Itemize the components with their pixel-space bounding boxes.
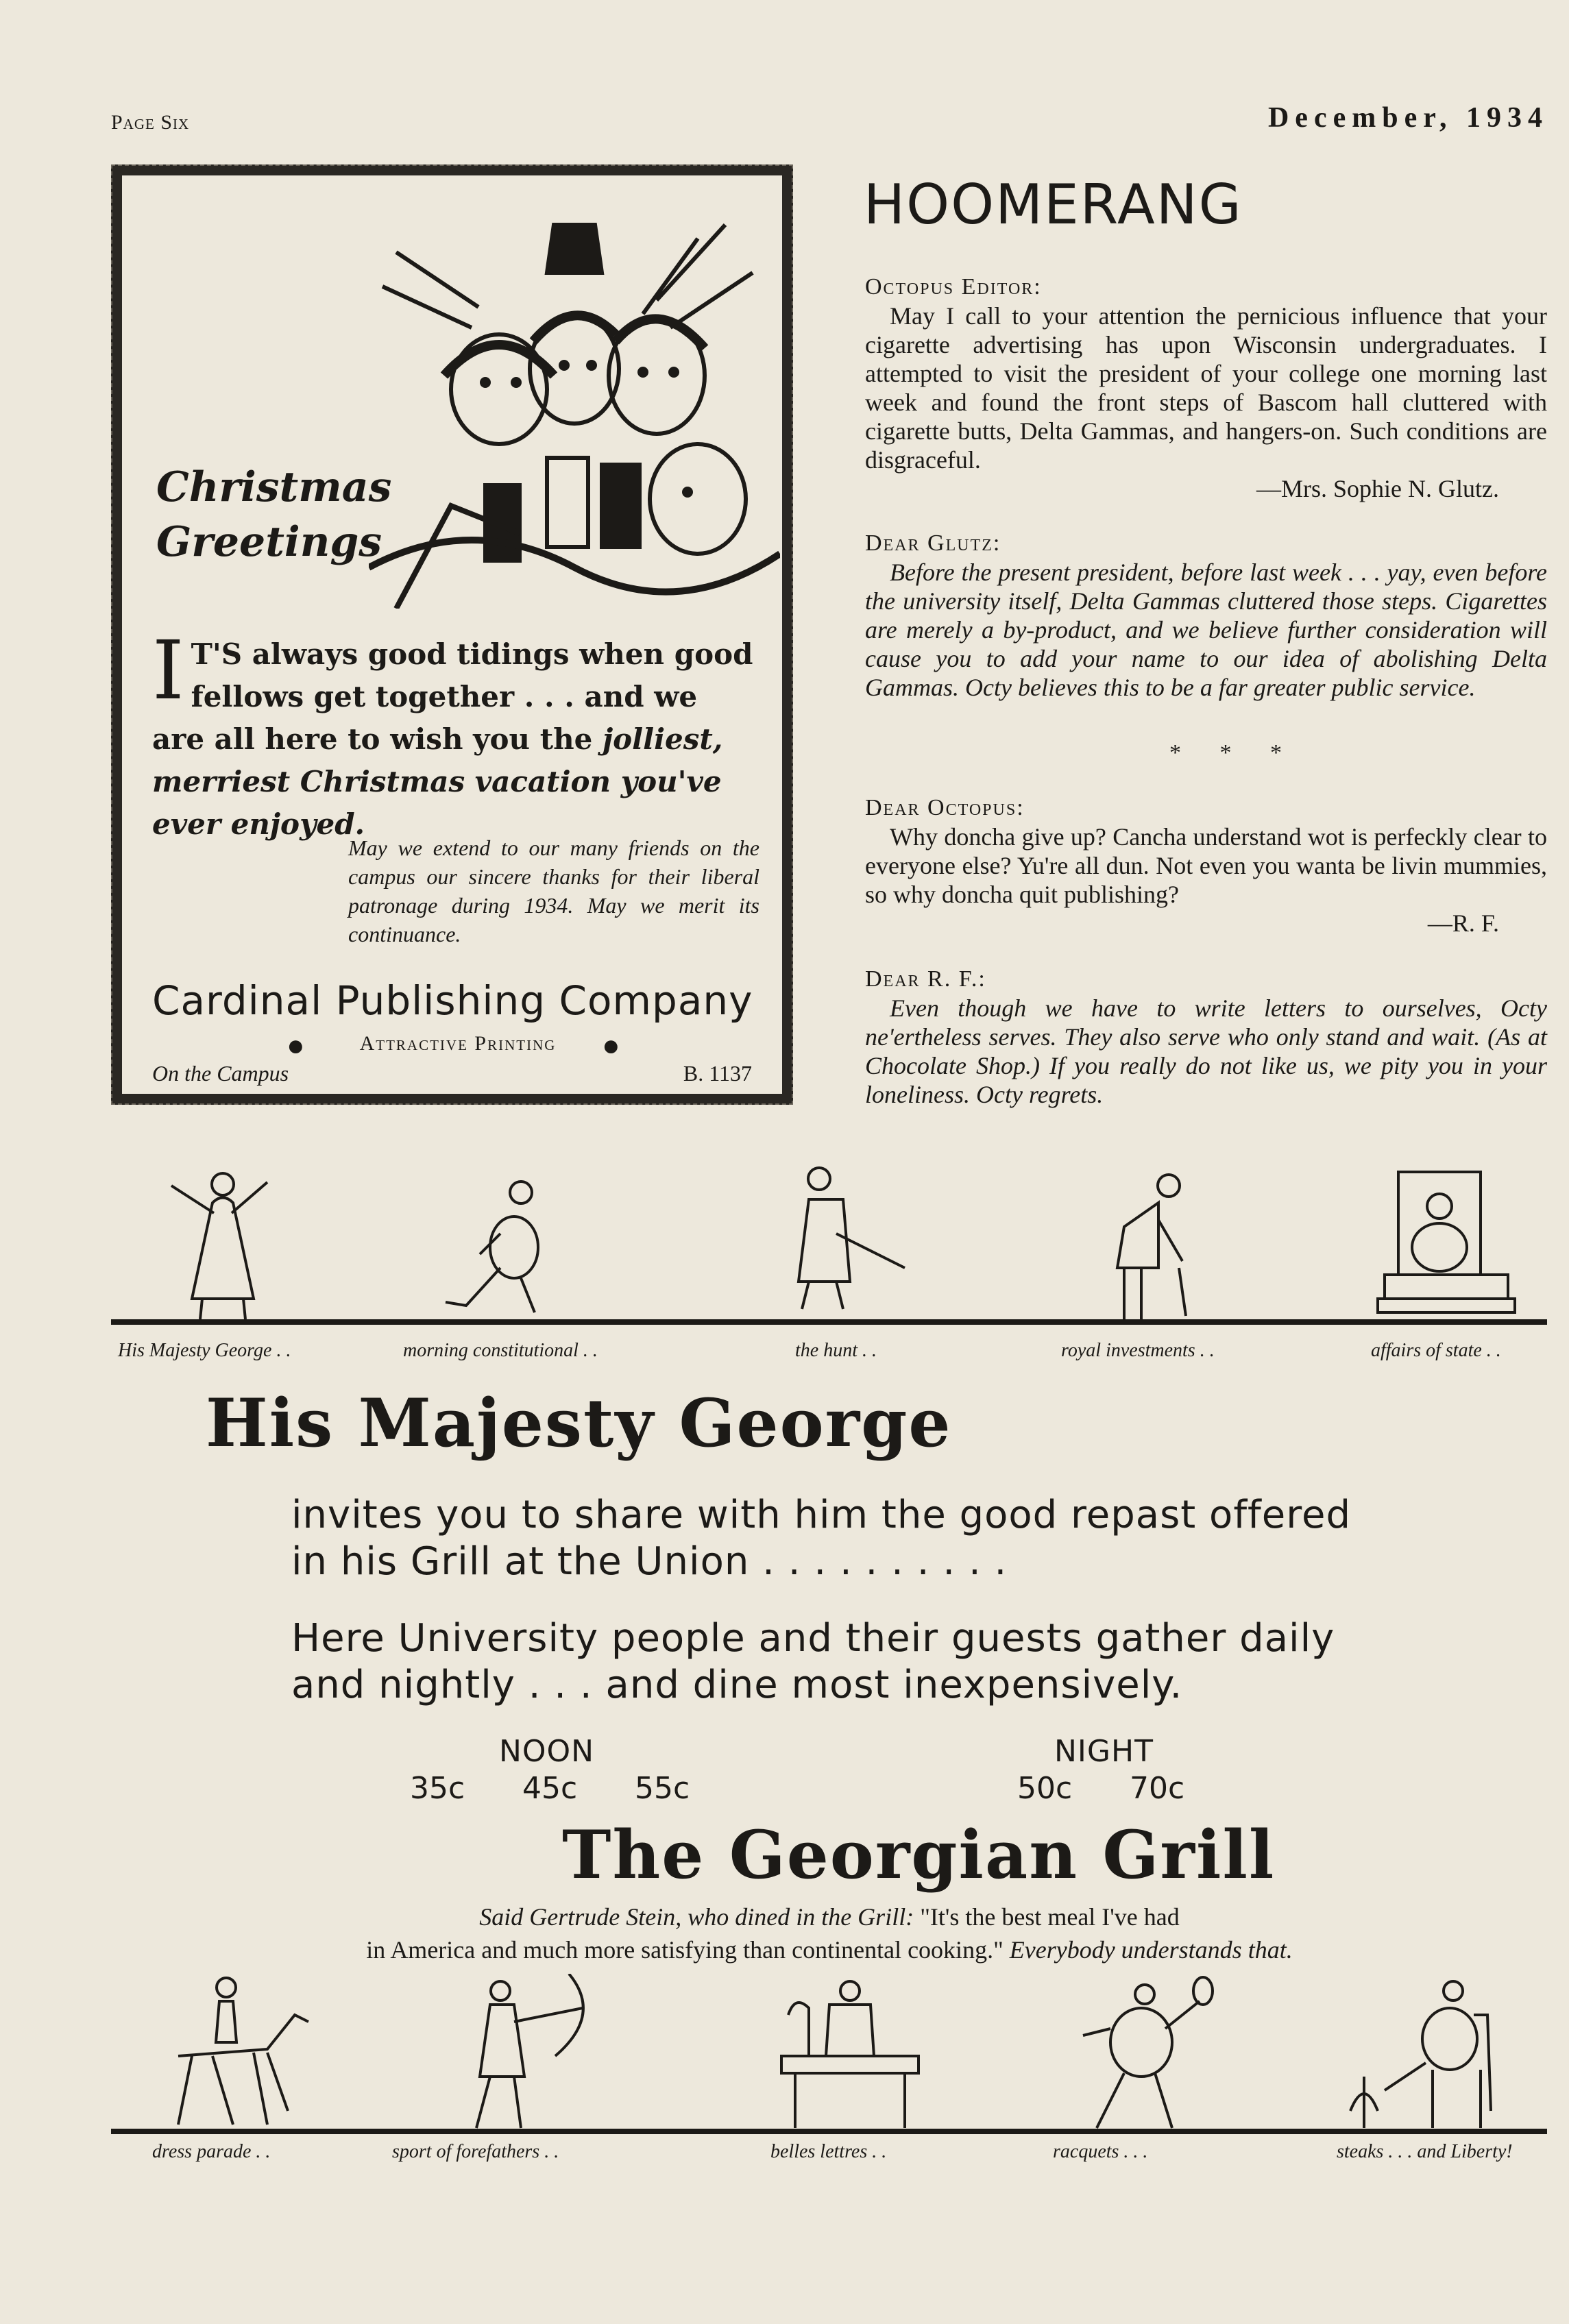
company-phone: B. 1137 bbox=[683, 1061, 752, 1086]
bullet-icon: ● bbox=[287, 1029, 305, 1062]
stein-quote: in America and much more satisfying than continental cooking." Everybody understands that. bbox=[366, 1936, 1293, 1964]
company-name: Cardinal Publishing Company bbox=[152, 977, 753, 1024]
george-writing-desk-icon bbox=[768, 1974, 932, 2131]
issue-date: December, 1934 bbox=[1267, 102, 1548, 134]
night-price: 70c bbox=[1130, 1771, 1185, 1806]
letter-body: Before the present president, before last week . . . yay, even before the university itself, Delta Gammas cluttered those steps. Cigarettes are merely a by-product, and we believe further consideration will cause you to add your name to our idea of abolishing Delta Gammas. Octy believes this to be a far greater public service. bbox=[865, 559, 1547, 701]
letter-body: May I call to your attention the pernicious influence that your cigarette advertising has upon Wisconsin undergraduates. I attempted to visit the president of your college one morning last week and found the front steps of Bascom hall cluttered with cigarette butts, Delta Gammas, and hangers-on. Such conditions are disgraceful. bbox=[865, 302, 1547, 474]
letter-salutation: Octopus Editor: bbox=[865, 274, 1042, 299]
strip-caption: dress parade . . bbox=[152, 2141, 271, 2162]
letter bbox=[865, 273, 1547, 503]
noon-price: 35c bbox=[410, 1771, 465, 1806]
george-text-line: invites you to share with him the good repast offered bbox=[291, 1493, 1351, 1537]
stein-quote: Said Gertrude Stein, who dined in the Grill: "It's the best meal I've had bbox=[479, 1903, 1180, 1931]
george-fireside-icon bbox=[1343, 1974, 1508, 2131]
christmas-greetings: Christmas Greetings bbox=[156, 463, 392, 566]
letter-body: Even though we have to write letters to ourselves, Octy ne'ertheless serves. They also serve who only stand and wait. (As at Chocolate Shop.) If you really do not like us, we pity you in your loneliness. Octy regrets. bbox=[865, 994, 1547, 1108]
george-title: His Majesty George bbox=[206, 1384, 952, 1462]
drinking-fellows-illustration bbox=[369, 211, 780, 609]
george-text-line: and nightly . . . and dine most inexpensively. bbox=[291, 1663, 1183, 1707]
letter-signature: —R. F. bbox=[1427, 909, 1499, 937]
ad-thanks-text: May we extend to our many friends on the campus our sincere thanks for their liberal patronage during 1934. May we merit its continuance. bbox=[348, 835, 759, 946]
company-tagline: Attractive Printing bbox=[359, 1032, 557, 1055]
strip-caption: belles lettres . . bbox=[770, 2141, 887, 2162]
noon-label: NOON bbox=[499, 1734, 595, 1769]
letter-signature: —Mrs. Sophie N. Glutz. bbox=[1256, 475, 1499, 502]
letter-salutation: Dear R. F.: bbox=[865, 966, 986, 992]
letter bbox=[865, 965, 1547, 1109]
column-title: HOOMERANG bbox=[864, 173, 1243, 236]
george-arms-up-icon bbox=[151, 1165, 315, 1323]
george-text-line: in his Grill at the Union . . . . . . . . . . bbox=[291, 1539, 1008, 1584]
strip-caption: the hunt . . bbox=[795, 1340, 877, 1361]
strip-caption: royal investments . . bbox=[1061, 1340, 1215, 1361]
strip-caption: racquets . . . bbox=[1053, 2141, 1148, 2162]
george-investments-icon bbox=[1083, 1165, 1248, 1323]
george-throne-icon bbox=[1371, 1158, 1535, 1316]
night-price: 50c bbox=[1017, 1771, 1073, 1806]
noon-price: 55c bbox=[635, 1771, 690, 1806]
night-label: NIGHT bbox=[1054, 1734, 1154, 1769]
george-hunting-icon bbox=[768, 1158, 932, 1316]
strip-caption: morning constitutional . . bbox=[403, 1340, 598, 1361]
letter bbox=[865, 529, 1547, 702]
strip-caption: affairs of state . . bbox=[1371, 1340, 1501, 1361]
strip-caption: sport of forefathers . . bbox=[392, 2141, 559, 2162]
george-text-line: Here University people and their guests gather daily bbox=[291, 1616, 1335, 1661]
grill-title: The Georgian Grill bbox=[562, 1816, 1276, 1894]
cardinal-ad bbox=[111, 164, 793, 1105]
ad-body-text: I T'S always good tidings when good fellows get together . . . and we are all here to wish you the jolliest, merriest Christmas vacation you've ever enjoyed. bbox=[152, 623, 753, 841]
drop-cap: I bbox=[152, 623, 184, 718]
george-archery-icon bbox=[439, 1974, 603, 2131]
letter-body: Why doncha give up? Cancha understand wot is perfeckly clear to everyone else? Yu're all dun. Not even you wanta be livin mummies, so why doncha quit publishing? bbox=[865, 823, 1547, 908]
george-running-icon bbox=[425, 1165, 589, 1323]
strip-baseline bbox=[111, 1319, 1547, 1325]
section-separator: * * * bbox=[1169, 740, 1298, 766]
letter-salutation: Dear Glutz: bbox=[865, 530, 1001, 556]
bullet-icon: ● bbox=[602, 1029, 620, 1062]
noon-price: 45c bbox=[522, 1771, 578, 1806]
strip-baseline bbox=[111, 2129, 1547, 2134]
george-tennis-icon bbox=[1069, 1974, 1234, 2131]
letter bbox=[865, 794, 1547, 938]
strip-caption: steaks . . . and Liberty! bbox=[1337, 2141, 1513, 2162]
george-horse-icon bbox=[151, 1974, 315, 2131]
letter-salutation: Dear Octopus: bbox=[865, 795, 1025, 820]
company-location: On the Campus bbox=[152, 1061, 289, 1086]
page-number: Page Six bbox=[111, 111, 190, 134]
strip-caption: His Majesty George . . bbox=[118, 1340, 291, 1361]
